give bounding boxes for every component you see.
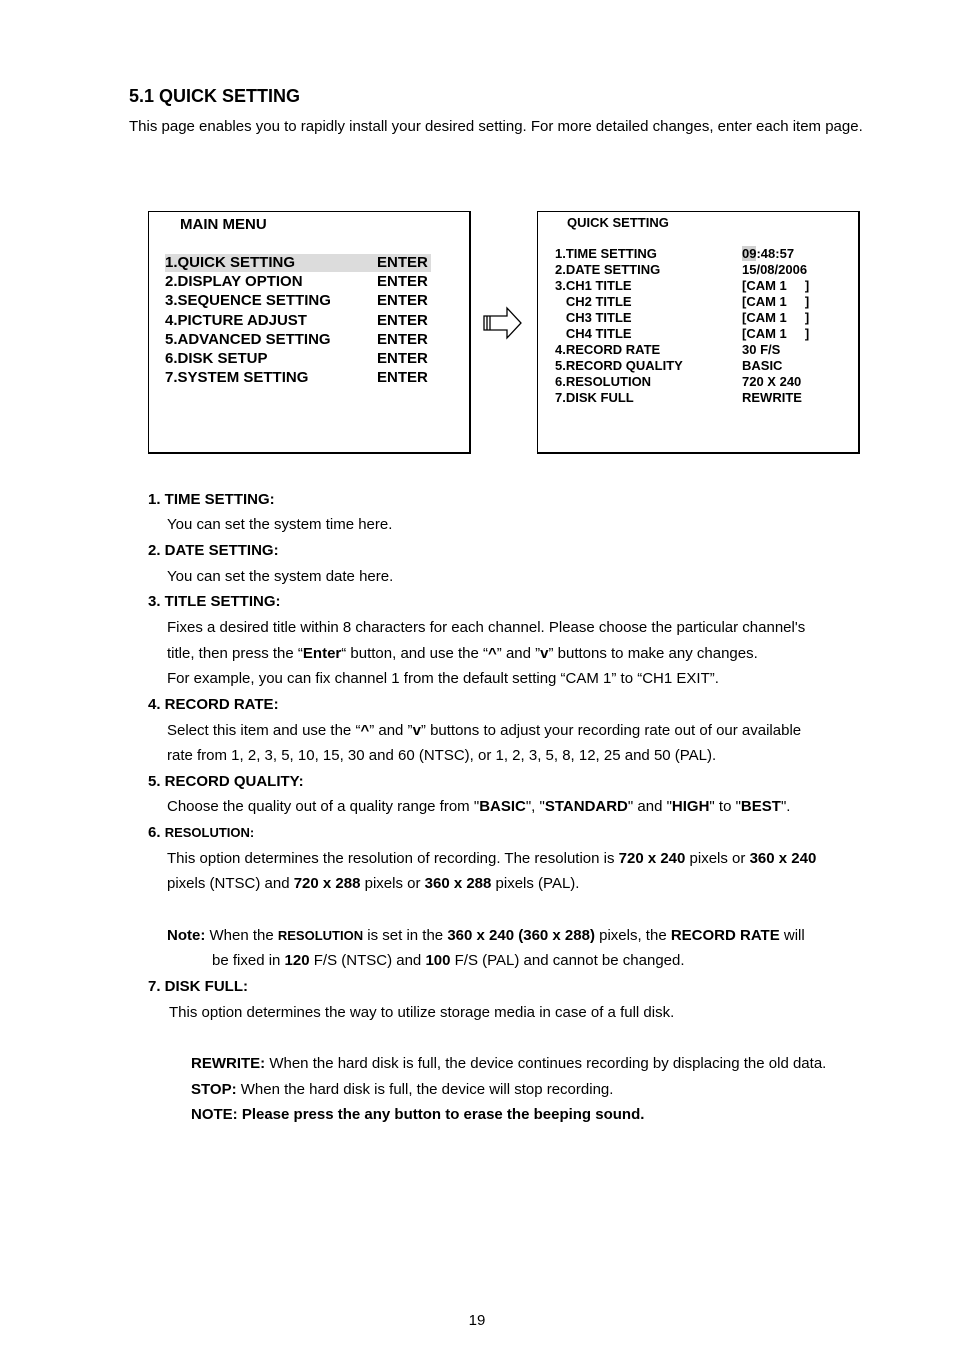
qs-row-value: 30 F/S xyxy=(742,342,781,357)
menu-item-value: ENTER xyxy=(377,350,428,367)
text-run: When the hard disk is full, the device will stop recording. xyxy=(236,1081,614,1098)
qs-row-date[interactable] xyxy=(555,262,845,278)
text-run: ” and ” xyxy=(496,645,541,662)
qs-row-record-quality[interactable] xyxy=(555,358,845,374)
menu-item-quick-setting[interactable] xyxy=(165,254,431,272)
final-note: NOTE: Please press the any button to erase the beeping sound. xyxy=(191,1106,645,1123)
rewrite-line xyxy=(191,1054,826,1074)
qs-time-value xyxy=(742,246,794,262)
text-run: will xyxy=(779,927,805,944)
text-run: pixels or xyxy=(360,875,425,892)
text-run: ” and ” xyxy=(369,722,413,739)
note-line-2 xyxy=(212,951,685,971)
right-arrow-icon xyxy=(483,306,523,340)
section-2-heading: 2. DATE SETTING: xyxy=(148,542,279,559)
text-run-bold: RECORD RATE xyxy=(670,927,780,944)
menu-item-value: ENTER xyxy=(377,292,428,309)
menu-item-label: 6.DISK SETUP xyxy=(165,350,268,367)
text-run: When the hard disk is full, the device continues recording by displacing the old data. xyxy=(265,1055,827,1072)
menu-item-label: 7.SYSTEM SETTING xyxy=(165,369,309,386)
main-menu-screen xyxy=(148,211,471,454)
text-run-bold: ^ xyxy=(360,722,370,739)
menu-item-label: 1.QUICK SETTING xyxy=(165,254,296,271)
text-run: pixels (NTSC) and xyxy=(167,875,294,892)
qs-row-value: [CAM 1 ] xyxy=(742,294,810,309)
qs-row-label: 7.DISK FULL xyxy=(555,390,634,405)
qs-row-value: [CAM 1 ] xyxy=(742,310,810,325)
note-label: Note: xyxy=(167,927,206,944)
menu-item-system-setting[interactable] xyxy=(165,369,431,387)
text-run: ” buttons to make any changes. xyxy=(548,645,758,662)
text-run: " and " xyxy=(627,798,672,815)
text-run-bold: 720 x 240 xyxy=(618,850,686,867)
quick-setting-title: QUICK SETTING xyxy=(567,215,669,230)
section-7-heading: 7. DISK FULL: xyxy=(148,978,248,995)
section-6-line-1 xyxy=(167,849,877,869)
text-run-bold: 360 x 240 (360 x 288) xyxy=(447,927,595,944)
text-run-bold: v xyxy=(540,645,549,662)
qs-row-value: REWRITE xyxy=(742,390,802,405)
text-run-bold: 360 x 240 xyxy=(749,850,817,867)
menu-item-label: 5.ADVANCED SETTING xyxy=(165,331,331,348)
quick-setting-screen xyxy=(537,211,860,454)
text-run: pixels (PAL). xyxy=(491,875,580,892)
menu-item-value: ENTER xyxy=(377,331,428,348)
qs-row-label: CH4 TITLE xyxy=(555,326,632,341)
qs-row-record-rate[interactable] xyxy=(555,342,845,358)
text-run: ", " xyxy=(525,798,545,815)
qs-row-value: 15/08/2006 xyxy=(742,262,808,277)
text-run-bold: ^ xyxy=(488,645,497,662)
section-4-heading: 4. RECORD RATE: xyxy=(148,696,279,713)
qs-row-disk-full[interactable] xyxy=(555,390,845,406)
qs-row-label: 1.TIME SETTING xyxy=(555,246,657,261)
menu-item-label: 2.DISPLAY OPTION xyxy=(165,273,303,290)
stop-line xyxy=(191,1080,613,1100)
text-run: F/S (PAL) and cannot be changed. xyxy=(450,952,685,969)
text-run-bold: HIGH xyxy=(671,798,710,815)
text-run: ". xyxy=(780,798,791,815)
menu-item-value: ENTER xyxy=(377,312,428,329)
menu-item-display-option[interactable] xyxy=(165,273,431,291)
text-run-bold: Enter xyxy=(302,645,342,662)
text-run-bold: 120 xyxy=(284,952,310,969)
menu-item-value: ENTER xyxy=(377,273,428,290)
section-3-line-1: Fixes a desired title within 8 characters for each channel. Please choose the particular channel's xyxy=(167,619,806,636)
section-1-heading: 1. TIME SETTING: xyxy=(148,491,275,508)
qs-row-resolution[interactable] xyxy=(555,374,845,390)
text-run: " to " xyxy=(709,798,741,815)
section-3-line-3: For example, you can fix channel 1 from the default setting “CAM 1” to “CH1 EXIT”. xyxy=(167,670,719,687)
menu-item-advanced-setting[interactable] xyxy=(165,331,431,349)
text-run: ” buttons to adjust your recording rate out of our available xyxy=(420,722,802,739)
text-run-bold: RESOLUTION xyxy=(277,928,364,943)
section-7-text: This option determines the way to utilize storage media in case of a full disk. xyxy=(169,1004,675,1021)
text-run: title, then press the “ xyxy=(167,645,303,662)
text-run: “ button, and use the “ xyxy=(341,645,489,662)
menu-item-label: 4.PICTURE ADJUST xyxy=(165,312,307,329)
qs-row-ch2-title[interactable] xyxy=(555,294,845,310)
qs-row-value: BASIC xyxy=(742,358,783,373)
text-run: pixels or xyxy=(685,850,750,867)
text-run-bold: 360 x 288 xyxy=(424,875,492,892)
qs-time-hour-cursor: 09 xyxy=(742,246,757,261)
section-3-heading: 3. TITLE SETTING: xyxy=(148,593,281,610)
qs-row-time[interactable] xyxy=(555,246,845,262)
menu-item-value: ENTER xyxy=(377,254,428,271)
menu-item-sequence-setting[interactable] xyxy=(165,292,431,310)
section-6-title: RESOLUTION: xyxy=(164,825,255,840)
text-run-bold: BEST xyxy=(740,798,781,815)
section-6-number: 6. xyxy=(148,824,161,841)
text-run-bold: 720 x 288 xyxy=(293,875,361,892)
qs-row-label: 4.RECORD RATE xyxy=(555,342,661,357)
section-5-heading: 5. RECORD QUALITY: xyxy=(148,773,304,790)
text-run-bold: v xyxy=(412,722,421,739)
qs-row-ch3-title[interactable] xyxy=(555,310,845,326)
qs-row-label: 6.RESOLUTION xyxy=(555,374,652,389)
qs-row-label: CH2 TITLE xyxy=(555,294,632,309)
text-run: be fixed in xyxy=(212,952,285,969)
note-line-1 xyxy=(167,926,877,946)
text-run-bold: 100 xyxy=(425,952,451,969)
main-menu-title: MAIN MENU xyxy=(180,216,267,233)
qs-row-label: 2.DATE SETTING xyxy=(555,262,661,277)
text-run: Choose the quality out of a quality range from " xyxy=(167,798,480,815)
menu-item-picture-adjust[interactable] xyxy=(165,312,431,330)
qs-row-ch1-title[interactable] xyxy=(555,278,845,294)
menu-item-label: 3.SEQUENCE SETTING xyxy=(165,292,331,309)
page-number: 19 xyxy=(468,1312,486,1329)
text-run: pixels, the xyxy=(594,927,671,944)
section-1-text: You can set the system time here. xyxy=(167,516,393,533)
intro-paragraph: This page enables you to rapidly install your desired setting. For more detailed changes, enter each item page. xyxy=(129,118,863,135)
text-run-bold: STANDARD xyxy=(544,798,628,815)
text-run-bold: BASIC xyxy=(479,798,526,815)
qs-row-label: CH3 TITLE xyxy=(555,310,632,325)
section-2-text: You can set the system date here. xyxy=(167,568,394,585)
section-6-heading xyxy=(148,823,254,843)
stop-label: STOP: xyxy=(191,1081,237,1098)
section-4-line-1 xyxy=(167,721,877,741)
qs-time-rest: :48:57 xyxy=(756,246,795,261)
section-4-line-2: rate from 1, 2, 3, 5, 10, 15, 30 and 60 (NTSC), or 1, 2, 3, 5, 8, 12, 25 and 50 (PAL). xyxy=(167,747,717,764)
menu-item-disk-setup[interactable] xyxy=(165,350,431,368)
text-run: This option determines the resolution of recording. The resolution is xyxy=(167,850,619,867)
qs-row-value: [CAM 1 ] xyxy=(742,326,810,341)
section-5-line-1 xyxy=(167,797,877,817)
qs-row-value: 720 X 240 xyxy=(742,374,802,389)
text-run: Select this item and use the “ xyxy=(167,722,361,739)
page-heading: 5.1 QUICK SETTING xyxy=(129,86,301,106)
text-run: is set in the xyxy=(363,927,448,944)
qs-row-label: 3.CH1 TITLE xyxy=(555,278,632,293)
text-run: F/S (NTSC) and xyxy=(309,952,426,969)
menu-item-value: ENTER xyxy=(377,369,428,386)
text-run: When the xyxy=(205,927,278,944)
section-3-line-2 xyxy=(167,644,877,664)
qs-row-ch4-title[interactable] xyxy=(555,326,845,342)
rewrite-label: REWRITE: xyxy=(191,1055,266,1072)
section-6-line-2 xyxy=(167,874,877,894)
qs-row-label: 5.RECORD QUALITY xyxy=(555,358,683,373)
qs-row-value: [CAM 1 ] xyxy=(742,278,810,293)
